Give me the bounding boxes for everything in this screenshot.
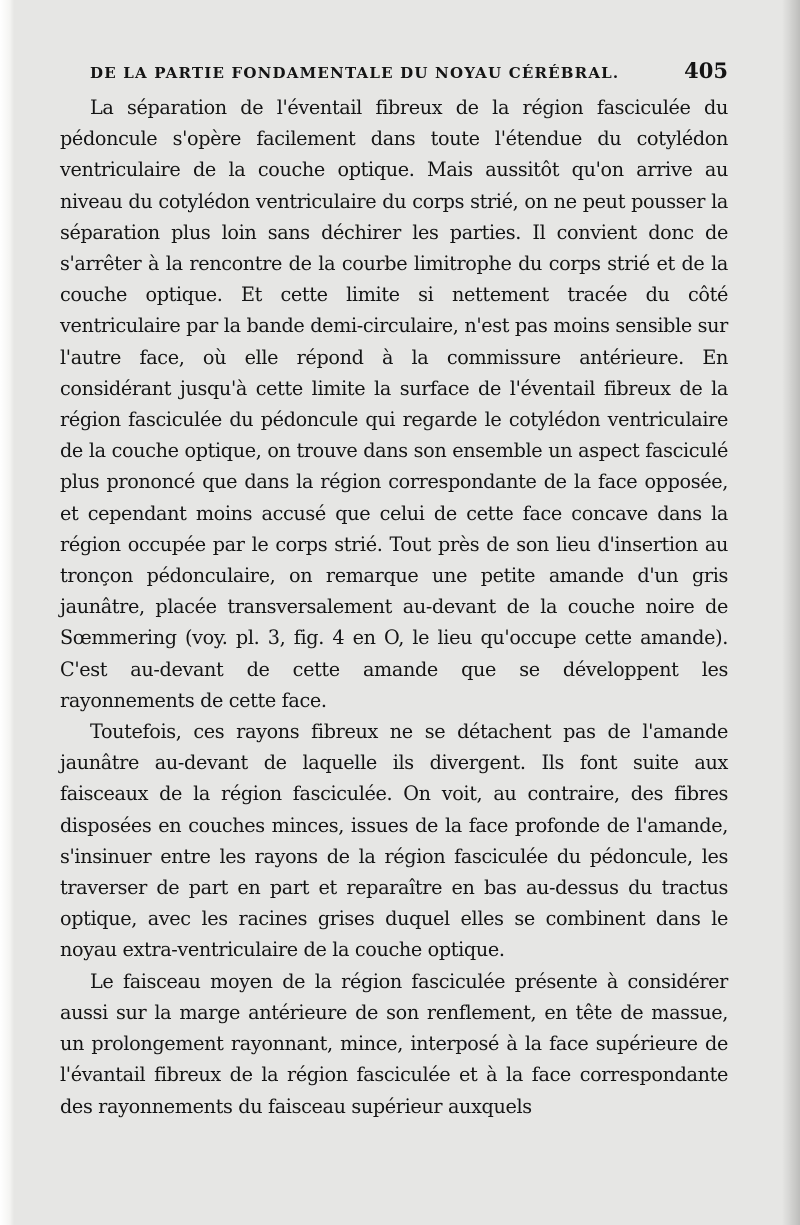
body-text (60, 92, 728, 1122)
scan-left-margin (0, 0, 14, 1225)
page-number: 405 (684, 58, 728, 83)
paragraph-1: La séparation de l'éventail fibreux de la région fasciculée du pédoncule s'opère facilement dans toute l'étendue du cotylédon ventriculaire de la couche optique. Mais aussitôt qu'on arrive au niveau du cotylédon ventriculaire du corps strié, on ne peut pousser la séparation plus loin sans déchirer les parties. Il convient donc de s'arrêter à la rencontre de la courbe limitrophe du corps strié et de la couche optique. Et cette limite si nettement tracée du côté ventriculaire par la bande demi-circulaire, n'est pas moins sensible sur l'autre face, où elle répond à la commissure antérieure. En considérant jusqu'à cette limite la surface de l'éventail fibreux de la région fasciculée du pédoncule qui regarde le cotylédon ventriculaire de la couche optique, on trouve dans son ensemble un aspect fasciculé plus prononcé que dans la région correspondante de la face opposée, et cependant moins accusé que celui de cette face concave dans la région occupée par le corps strié. Tout près de son lieu d'insertion au tronçon pédonculaire, on remarque une petite amande d'un gris jaunâtre, placée transversalement au-devant de la couche noire de Sœmmering (voy. pl. 3, fig. 4 en O, le lieu qu'occupe cette amande). C'est au-devant de cette amande que se développent les rayonnements de cette face. (60, 96, 728, 712)
paragraph-2: Toutefois, ces rayons fibreux ne se détachent pas de l'amande jaunâtre au-devant de laquelle ils divergent. Ils font suite aux faisceaux de la région fasciculée. On voit, au contraire, des fibres disposées en couches minces, issues de la face profonde de l'amande, s'insinuer entre les rayons de la région fasciculée du pédoncule, les traverser de part en part et reparaître en bas au-dessus du tractus optique, avec les racines grises duquel elles se combinent dans le noyau extra-ventriculaire de la couche optique. (60, 720, 728, 962)
book-page (60, 58, 728, 1122)
running-header (60, 58, 728, 92)
scan-right-margin (782, 0, 800, 1225)
paragraph-3: Le faisceau moyen de la région fasciculée présente à considérer aussi sur la marge antérieure de son renflement, en tête de massue, un prolongement rayonnant, mince, interposé à la face supérieure de l'évantail fibreux de la région fasciculée et à la face correspondante des rayonnements du faisceau supérieur auxquels (60, 969, 728, 1118)
running-title: DE LA PARTIE FONDAMENTALE DU NOYAU CÉRÉBRAL. (90, 64, 620, 82)
